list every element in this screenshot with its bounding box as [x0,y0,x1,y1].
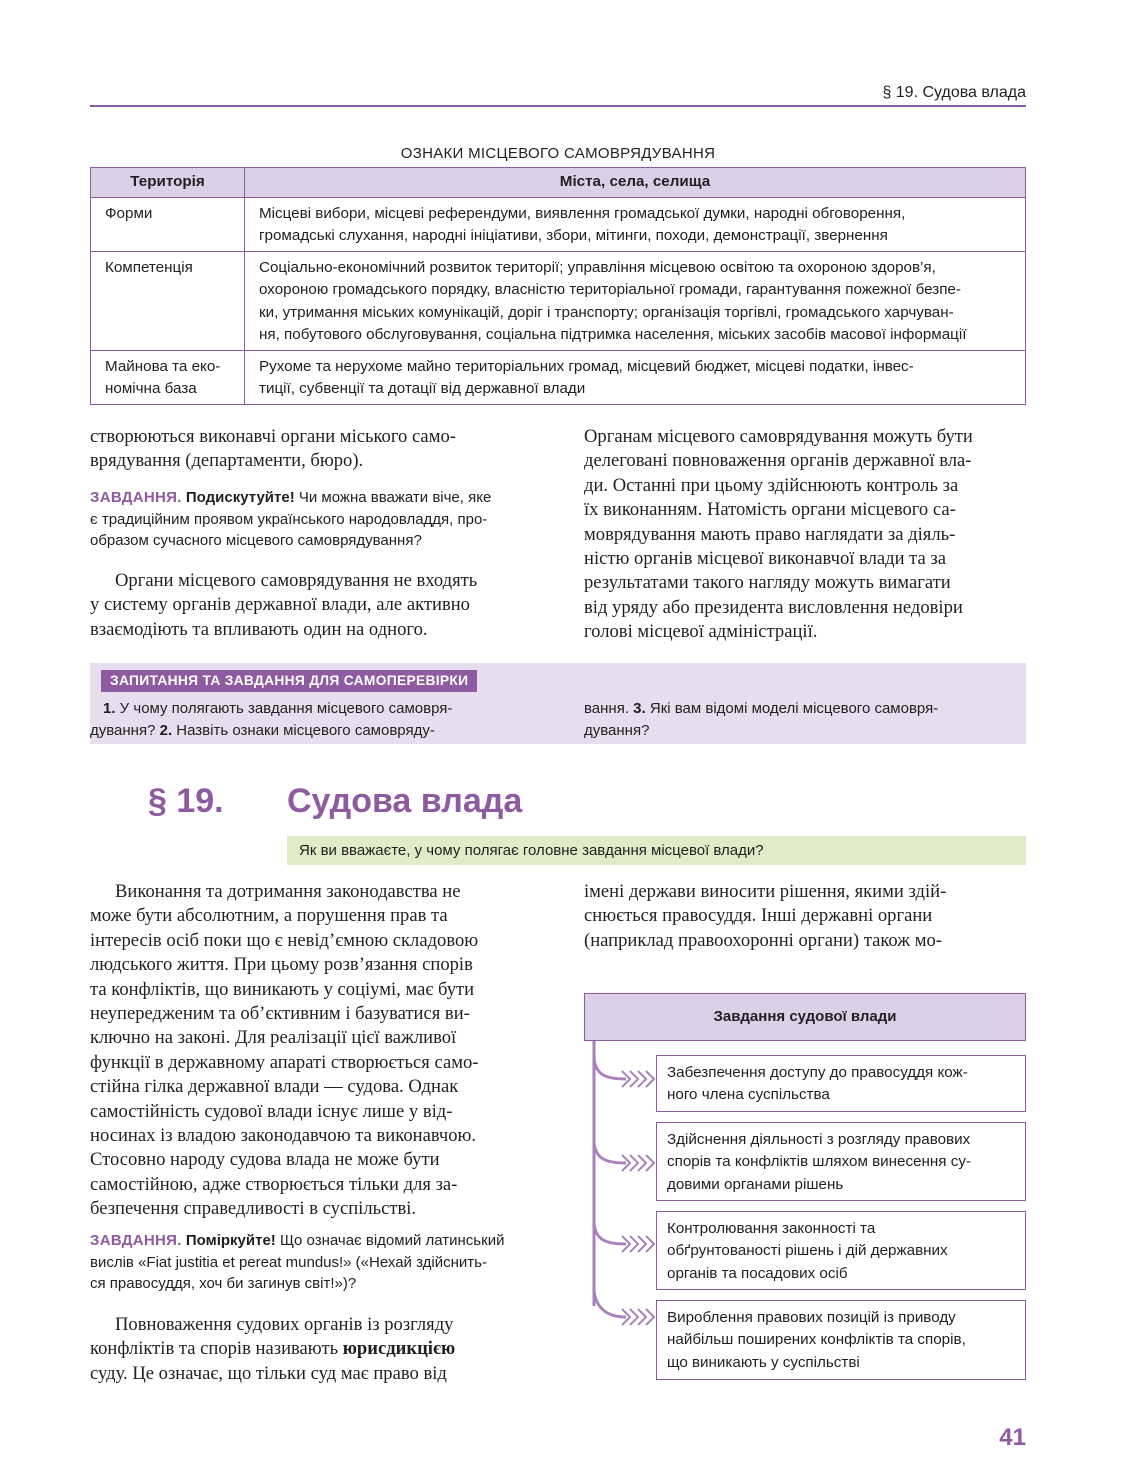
text-line: Повноваження судових органів із розгляду [115,1314,454,1335]
question-text: дування? [90,721,160,739]
diagram-item-legality-control [656,1211,1026,1290]
diagram-item-access-to-justice [656,1055,1026,1112]
diagram-branch [594,1143,626,1163]
text-line [103,698,533,720]
features-table [90,167,1026,405]
text-line: самостійною, адже створюється тільки для за- [90,1173,458,1195]
text-line: Виконання та дотримання законодавства не [115,881,461,902]
text-line: врядування (департаменти, бюро). [90,450,364,472]
table-header-cell: Міста, села, селища [245,168,1026,198]
cell-line: Місцеві вибори, місцеві референдуми, виявлення громадської думки, народні обговорення, [259,204,906,222]
text-line: (наприклад правоохоронні органи) також мо- [584,929,942,951]
lower-left-paragraph-2 [90,1313,533,1386]
upper-left-paragraph-1 [90,425,533,474]
task-keyword: ЗАВДАННЯ. [90,489,182,506]
label-line: Майнова та еко- [105,357,221,375]
task-text: Що означає відомий латинський [275,1232,505,1249]
text-line: моврядування мають право наглядати за діяль- [584,523,956,545]
text-line: від уряду або президента висловлення недовіри [584,596,963,618]
text-line: інтересів осіб поки що є невід’ємною складовою [90,929,479,951]
text-line: Вироблення правових позицій із приводу [667,1309,956,1326]
cell-line: тиції, субвенції та дотації від державної влади [259,380,586,397]
lower-right-paragraph [584,880,1026,953]
text-line: створюються виконавчі органи міського само- [90,426,456,447]
table-row-label [91,251,245,350]
label-line: Компетенція [105,258,193,276]
text-line: делеговані повноваження органів державної вла- [584,450,972,472]
task-emphasis: Подискутуйте! [185,489,295,506]
task-keyword: ЗАВДАННЯ. [90,1232,182,1249]
diagram-item-dispute-resolution [656,1122,1026,1201]
text-line: голові місцевої адміністрації. [584,621,818,643]
text-line: є традиційним проявом українського народовладдя, про- [90,510,488,528]
text-line: функції в державному апараті створюється само- [90,1051,479,1073]
text-line [584,698,1026,720]
text-line: органів та посадових осіб [667,1264,848,1282]
text-line [90,720,533,742]
text-line: самостійність судової влади існує лише у від- [90,1100,453,1122]
diagram-item-legal-positions [656,1300,1026,1380]
question-text: У чому полягають завдання місцевого самовря- [115,700,453,717]
question-text: вання. [584,700,634,717]
text-line: їх виконанням. Натомість органи місцевого са- [584,499,956,521]
text-line: ключно на законі. Для реалізації цієї важливої [90,1027,457,1049]
table-row [91,197,1026,251]
running-header: § 19. Судова влада [882,84,1026,101]
text-line: Контролювання законності та [667,1220,876,1237]
lower-left-paragraph-1 [90,880,533,1222]
text-line [90,487,533,509]
upper-left-paragraph-2 [90,569,533,642]
review-questions-left [90,698,533,741]
text-line: спорів та конфліктів шляхом винесення су- [667,1153,971,1171]
label-line: номічна база [105,380,197,397]
text-line: суду. Це означає, що тільки суд має право від [90,1362,447,1384]
arrow-chevrons-icon [622,1236,654,1252]
table-title: ОЗНАКИ МІСЦЕВОГО САМОВРЯДУВАННЯ [400,145,716,162]
text-line: людського життя. При цьому розв’язання спорів [90,954,473,976]
text-line: снюється правосуддя. Інші державні органи [584,905,933,927]
arrow-chevrons-icon [622,1071,654,1087]
text-line: ного члена суспільства [667,1086,830,1104]
text-line: Здійснення діяльності з розгляду правових [667,1131,971,1148]
task-emphasis: Поміркуйте! [185,1232,276,1249]
table-row-label [91,350,245,404]
cell-line: ня, побутового обслуговування, соціальна підтримка населення, міських засобів масової інформації [259,326,967,343]
table-header-cell: Територія [91,168,245,198]
arrow-chevrons-icon [622,1155,654,1171]
text-line: що виникають у суспільстві [667,1353,860,1371]
text-line: ди. Останні при цьому здійснюють контроль за [584,474,959,496]
text-line: носинах із владою законодавчою та виконавчою. [90,1125,477,1147]
table-row-text [245,197,1026,251]
diagram-branch [594,1059,626,1079]
text-line: стійна гілка державної влади — судова. Однак [90,1076,459,1098]
table-row-text [245,251,1026,350]
cell-line: Рухоме та нерухоме майно територіальних громад, місцевий бюджет, місцеві податки, інвес- [259,357,914,375]
text-line: неупередженим та об’єктивним і базуватися ви- [90,1003,470,1025]
table-row-text [245,350,1026,404]
section-number: § 19. [148,782,224,820]
text-line: образом сучасного місцевого самоврядування? [90,532,422,549]
page-number: 41 [999,1424,1026,1451]
review-questions-right [584,698,1026,741]
text-line: взаємодіють та впливають один на одного. [90,618,428,640]
question-number: 3. [633,700,646,717]
diagram-connectors [584,1041,664,1341]
text-line [90,1337,533,1361]
table-row-label [91,197,245,251]
intro-question: Як ви вважаєте, у чому полягає головне завдання місцевої влади? [287,836,1026,865]
label-line: Форми [105,204,153,222]
diagram-title: Завдання судової влади [584,993,1026,1041]
header-rule [90,105,1026,107]
cell-line: ки, утримання міських комунікацій, доріг і транспорту; організація торгівлі, громадського харчуван- [259,303,954,321]
text-line: дування? [584,721,650,739]
table-row [91,251,1026,350]
arrow-chevrons-icon [622,1309,654,1325]
term-jurisdiction: юрисдикцією [342,1338,456,1360]
text-line: результатами такого нагляду можуть вимагати [584,572,951,594]
text-line: Забезпечення доступу до правосуддя кож- [667,1064,968,1081]
task-discuss [90,487,533,552]
review-questions-title: ЗАПИТАННЯ ТА ЗАВДАННЯ ДЛЯ САМОПЕРЕВІРКИ [101,670,477,692]
cell-line: громадські слухання, народні ініціативи, збори, мітинги, походи, демонстрації, звернення [259,227,888,244]
text-span: конфліктів та спорів називають [90,1338,343,1360]
question-number: 2. [159,721,173,739]
text-line: у систему органів державної влади, але активно [90,594,470,616]
text-line: довими органами рішень [667,1175,844,1193]
text-line: може бути абсолютним, а порушення прав та [90,905,448,927]
section-title: Судова влада [287,782,523,820]
table-row [91,350,1026,404]
text-line: Органам місцевого самоврядування можуть бути [584,426,973,447]
text-line: ністю органів місцевої виконавчої влади та за [584,548,947,570]
text-line: ся правосуддя, хоч би загинув світ!»)? [90,1275,357,1292]
text-line: обґрунтованості рішень і дій державних [667,1242,948,1260]
question-text: Назвіть ознаки місцевого самовряду- [172,721,435,739]
text-line: Стосовно народу судова влада не може бути [90,1149,440,1171]
text-line: найбільш поширених конфліктів та спорів, [667,1331,966,1349]
text-line [90,1230,533,1252]
question-number: 1. [103,700,116,717]
task-text: Чи можна вважати віче, яке [294,489,492,506]
text-line: вислів «Fiat justitia et pereat mundus!» («Нехай здійснить- [90,1253,487,1271]
diagram-branch [594,1291,626,1317]
question-text: Які вам відомі моделі місцевого самовря- [645,700,939,717]
table-header-row [91,168,1026,198]
text-line: безпечення справедливості в суспільстві. [90,1198,417,1220]
text-line: Органи місцевого самоврядування не входять [115,570,478,591]
cell-line: Соціально-економічний розвиток території; управління місцевою освітою та охороною здоров’я, [259,258,936,276]
task-think [90,1230,533,1295]
cell-line: охороною громадського порядку, власністю територіальної громади, гарантування пожежної безпе- [259,281,961,298]
diagram-branch [594,1224,626,1244]
text-line: та конфліктів, що виникають у соціумі, має бути [90,978,475,1000]
upper-right-paragraph [584,425,1026,645]
text-line: імені держави виносити рішення, якими здій- [584,881,947,902]
